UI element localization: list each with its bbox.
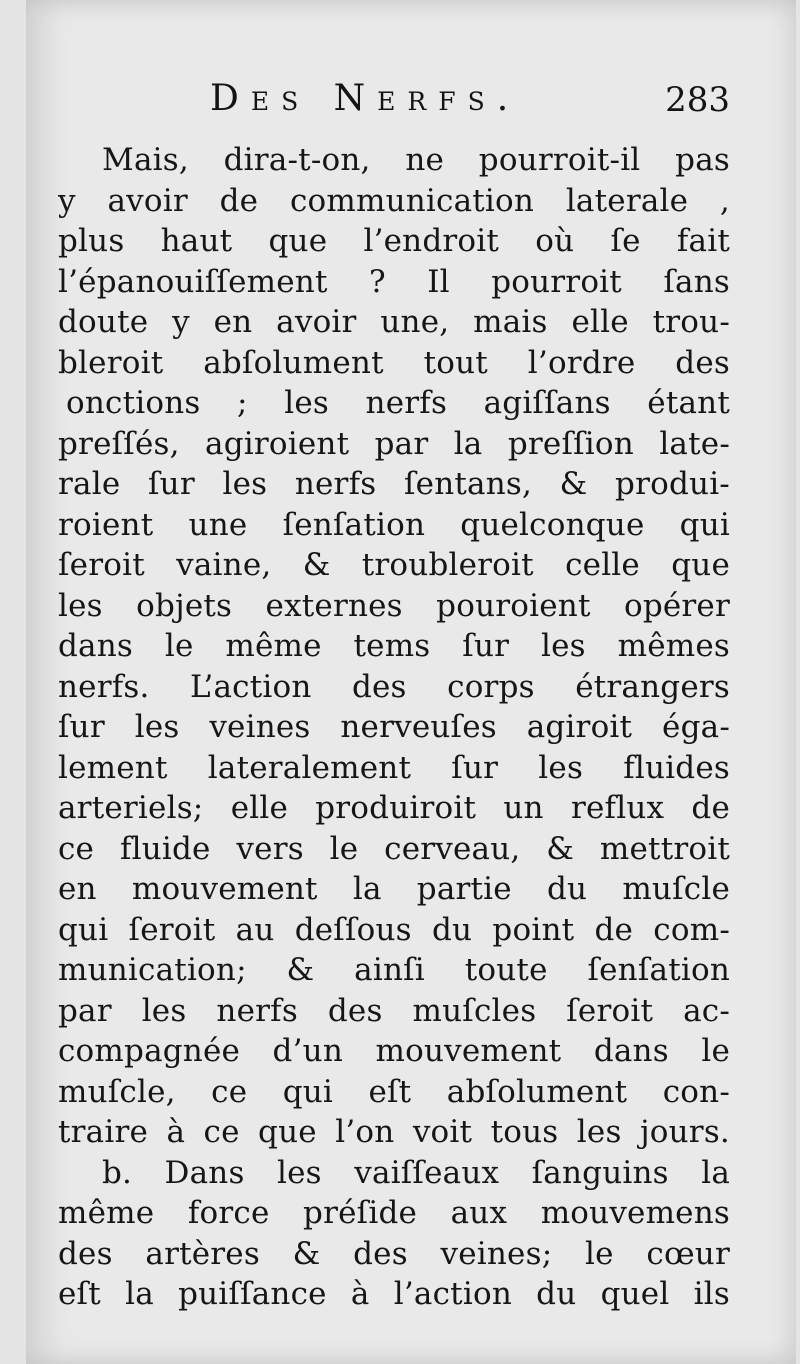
text-line: bleroit abſolument tout l’ordre des — [58, 344, 730, 381]
text-line: munication; & ainſi toute ſenſation — [58, 952, 730, 988]
text-line: y avoir de communication laterale , — [58, 182, 730, 219]
page-header — [210, 78, 730, 126]
text-line: ce fluide vers le cerveau, & mettroit — [58, 830, 730, 867]
text-line: compagnée d’un mouvement dans le — [58, 1033, 730, 1069]
text-line: muſcle, ce qui eſt abſolument con- — [58, 1073, 730, 1110]
text-line: arteriels; elle produiroit un reflux de — [58, 790, 730, 826]
text-line: par les nerfs des muſcles ſeroit ac- — [58, 992, 730, 1029]
text-line: roient une ſenſation quelconque qui — [58, 506, 730, 543]
text-line: Mais, dira-t-on, ne pourroit-il pas — [102, 142, 730, 178]
text-line: preſſés, agiroient par la preſſion late- — [58, 425, 730, 462]
text-line: des artères & des veines; le cœur — [58, 1235, 730, 1272]
text-line: dans le même tems ſur les mêmes — [58, 628, 730, 664]
text-line: les objets externes pouroient opérer — [58, 587, 730, 624]
text-line: en mouvement la partie du muſcle — [58, 871, 730, 907]
text-line: plus haut que l’endroit où ſe fait — [58, 223, 730, 259]
text-line: l’épanouiſſement ? Il pourroit ſans — [58, 263, 730, 300]
text-line: onctions ; les nerfs agiſſans étant — [66, 385, 730, 421]
text-line: qui ſeroit au deſſous du point de com- — [58, 911, 730, 948]
body-text — [58, 140, 730, 1315]
text-line: même force préſide aux mouvemens — [58, 1195, 730, 1231]
text-line: eſt la puiſſance à l’action du quel ils — [58, 1276, 730, 1312]
text-line: ſeroit vaine, & troubleroit celle que — [58, 547, 730, 583]
text-line: doute y en avoir une, mais elle trou- — [58, 304, 730, 340]
text-line: traire à ce que l’on voit tous les jours. — [58, 1114, 730, 1150]
text-line: ſur les veines nerveuſes agiroit éga- — [58, 709, 730, 745]
running-title: Des Nerfs. — [210, 78, 521, 119]
text-line: nerfs. L’action des corps étrangers — [58, 668, 730, 705]
text-line: b. Dans les vaiſſeaux ſanguins la — [102, 1154, 730, 1191]
text-line: lement lateralement ſur les fluides — [58, 749, 730, 786]
text-line: rale ſur les nerfs ſentans, & produi- — [58, 466, 730, 502]
page-number: 283 — [665, 80, 730, 120]
